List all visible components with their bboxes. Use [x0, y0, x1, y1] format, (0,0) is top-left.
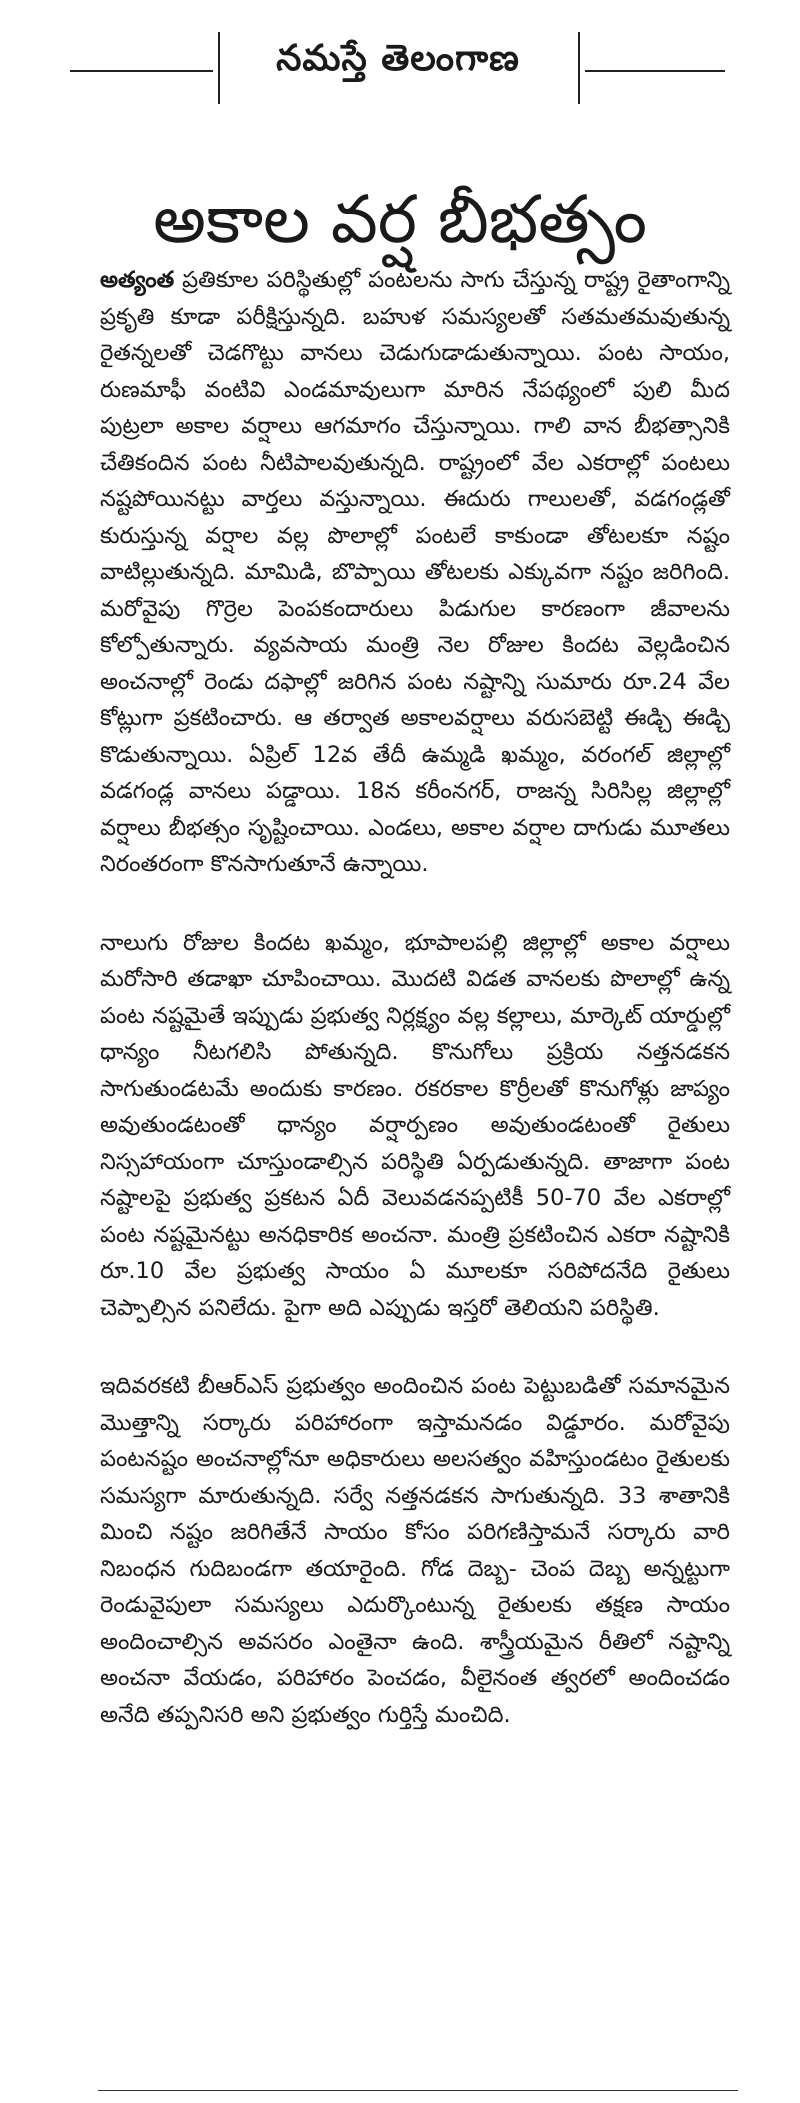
masthead-divider-left: [218, 32, 220, 104]
paragraph-text: ప్రతికూల పరిస్థితుల్లో పంటలను సాగు చేస్తున్న రాష్ట్ర రైతాంగాన్ని ప్రకృతి కూడా పరీక్షిస్తున్నది. బహుళ సమస్యలతో సతమతమవుతున్న రైతన్నలతో చెడగొట్టు వానలు చెడుగుడాడుతున్నాయి. పంట సాయం, రుణమాఫీ వంటివి ఎండమావులుగా మారిన నేపథ్యంలో పులి మీద పుట్రలా అకాల వర్షాలు ఆగమాగం చేస్తున్నాయి. గాలి వాన బీభత్సానికి చేతికందిన పంట నీటిపాలవుతున్నది. రాష్ట్రంలో వేల ఎకరాల్లో పంటలు నష్టపోయినట్టు వార్తలు వస్తున్నాయి. ఈదురు గాలులతో, వడగండ్లతో కురుస్తున్న వర్షాల వల్ల పొలాల్లో పంటలే కాకుండా తోటలకూ నష్టం వాటిల్లుతున్నది. మామిడి, బొప్పాయి తోటలకు ఎక్కువగా నష్టం జరిగింది. మరోవైపు గొర్రెల పెంపకందారులు పిడుగుల కారణంగా జీవాలను కోల్పోతున్నారు. వ్యవసాయ మంత్రి నెల రోజుల కిందట వెల్లడించిన అంచనాల్లో రెండు దఫాల్లో జరిగిన పంట నష్టాన్ని సుమారు రూ.24 వేల కోట్లుగా ప్రకటించారు. ఆ తర్వాత అకాలవర్షాలు వరుసబెట్టి ఈడ్చి ఈడ్చి కొడుతున్నాయి. ఏప్రిల్ 12వ తేదీ ఉమ్మడి ఖమ్మం, వరంగల్ జిల్లాల్లో వడగండ్ల వానలు పడ్డాయి. 18న కరీంనగర్, రాజన్న సిరిసిల్ల జిల్లాల్లో వర్షాలు బీభత్సం సృష్టించాయి. ఎండలు, అకాల వర్షాల దాగుడు మూతలు నిరంతరంగా కొనసాగుతూనే ఉన్నాయి.: [100, 267, 730, 877]
masthead-rule-left: [70, 70, 213, 72]
paragraph-lead-word: అత్యంత: [100, 267, 175, 293]
editorial-article: [100, 262, 730, 1775]
article-paragraph-2: [100, 925, 730, 1327]
masthead-rule-right: [585, 70, 725, 72]
paragraph-text: నాలుగు రోజుల కిందట ఖమ్మం, భూపాలపల్లి జిల్లాల్లో అకాల వర్షాలు మరోసారి తడాఖా చూపించాయి. మొదటి విడత వానలకు పొలాల్లో ఉన్న పంట నష్టమైతే ఇప్పుడు ప్రభుత్వ నిర్లక్ష్యం వల్ల కల్లాలు, మార్కెట్ యార్డుల్లో ధాన్యం నీటగలిసి పోతున్నది. కొనుగోలు ప్రక్రియ నత్తనడకన సాగుతుండటమే అందుకు కారణం. రకరకాల కొర్రీలతో కొనుగోళ్లు జాప్యం అవుతుండటంతో ధాన్యం వర్షార్పణం అవుతుండటంతో రైతులు నిస్సహాయంగా చూస్తుండాల్సిన పరిస్థితి ఏర్పడుతున్నది. తాజాగా పంట నష్టాలపై ప్రభుత్వ ప్రకటన ఏదీ వెలువడనప్పటికీ 50-70 వేల ఎకరాల్లో పంట నష్టమైనట్టు అనధికారిక అంచనా. మంత్రి ప్రకటించిన ఎకరా నష్టానికి రూ.10 వేల ప్రభుత్వ సాయం ఏ మూలకూ సరిపోదనేది రైతులు చెప్పాల్సిన పనిలేదు. పైగా అది ఎప్పుడు ఇస్తరో తెలియని పరిస్థితి.: [100, 929, 730, 1321]
bottom-rule: [98, 2090, 738, 2091]
article-paragraph-1: [100, 262, 730, 883]
paragraph-text: ఇదివరకటి బీఆర్ఎస్ ప్రభుత్వం అందించిన పంట పెట్టుబడితో సమానమైన మొత్తాన్ని సర్కారు పరిహారంగా ఇస్తామనడం విడ్డూరం. మరోవైపు పంటనష్టం అంచనాల్లోనూ అధికారులు అలసత్వం వహిస్తుండటం రైతులకు సమస్యగా మారుతున్నది. సర్వే నత్తనడకన సాగుతున్నది. 33 శాతానికి మించి నష్టం జరిగితేనే సాయం కోసం పరిగణిస్తామనే సర్కారు వారి నిబంధన గుదిబండగా తయారైంది. గోడ దెబ్బ- చెంప దెబ్బ అన్నట్టుగా రెండువైపులా సమస్యలు ఎదుర్కొంటున్న రైతులకు తక్షణ సాయం అందించాల్సిన అవసరం ఎంతైనా ఉంది. శాస్త్రీయమైన రీతిలో నష్టాన్ని అంచనా వేయడం, పరిహారం పెంచడం, వీలైనంత త్వరలో అందించడం అనేది తప్పనిసరి అని ప్రభుత్వం గుర్తిస్తే మంచిది.: [100, 1373, 730, 1728]
newspaper-name: నమస్తే తెలంగాణ: [276, 38, 520, 79]
masthead-divider-right: [578, 32, 580, 104]
editorial-headline: అకాల వర్ష బీభత్సం: [153, 181, 647, 259]
masthead: [0, 28, 800, 108]
article-paragraph-3: [100, 1368, 730, 1733]
